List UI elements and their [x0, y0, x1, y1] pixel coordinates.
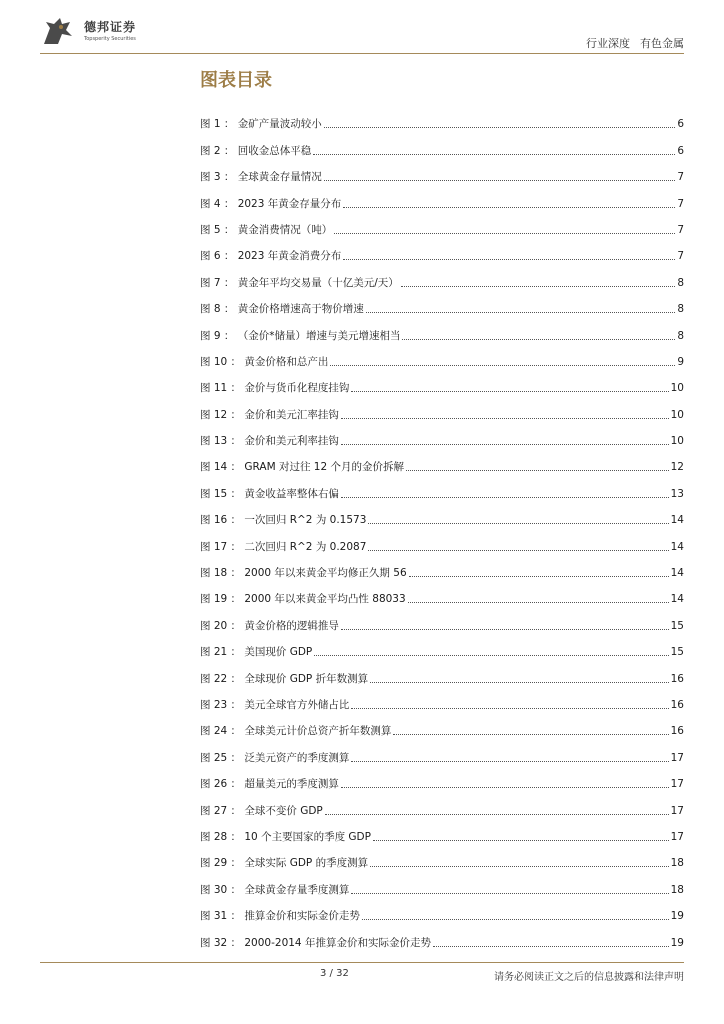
toc-entry[interactable]: [200, 554, 684, 580]
toc-entry-page: 18: [670, 883, 684, 896]
toc-entry-label: 图 22 ： 全球现价 GDP 折年数测算: [200, 672, 369, 685]
toc-entry-label: 图 27 ： 全球不变价 GDP: [200, 804, 323, 817]
toc-entry-page: 13: [670, 487, 684, 500]
toc-leader-dots: [409, 576, 669, 577]
toc-leader-dots: [341, 444, 669, 445]
toc-leader-dots: [330, 365, 675, 366]
toc-leader-dots: [351, 708, 668, 709]
toc-leader-dots: [324, 180, 676, 181]
toc-entry-page: 7: [677, 223, 684, 236]
toc-leader-dots: [341, 418, 669, 419]
toc-leader-dots: [341, 497, 669, 498]
toc-leader-dots: [351, 761, 668, 762]
toc-entry-label: 图 30 ： 全球黄金存量季度测算: [200, 883, 350, 896]
page-number: 3 / 32: [320, 968, 349, 979]
toc-entry-label: 图 21 ： 美国现价 GDP: [200, 646, 313, 659]
toc-entry[interactable]: [200, 263, 684, 289]
toc-entry[interactable]: [200, 237, 684, 263]
toc-entry-label: 图 6 ： 2023 年黄金消费分布: [200, 250, 342, 263]
toc-entry-label: 图 12 ： 金价和美元汇率挂钩: [200, 408, 339, 421]
sector-label: 有色金属: [640, 37, 684, 50]
toc-entry[interactable]: [200, 184, 684, 210]
toc-entry-page: 14: [670, 567, 684, 580]
toc-entry-label: 图 16 ： 一次回归 R^2 为 0.1573: [200, 514, 367, 527]
toc-entry-label: 图 32 ： 2000-2014 年推算金价和实际金价走势: [200, 936, 431, 949]
page-title: 图表目录: [200, 70, 272, 91]
toc-leader-dots: [341, 629, 669, 630]
toc-entry-page: 16: [670, 698, 684, 711]
toc-entry-label: 图 13 ： 金价和美元利率挂钩: [200, 435, 339, 448]
toc-entry-page: 10: [670, 382, 684, 395]
toc-leader-dots: [362, 919, 669, 920]
toc-leader-dots: [314, 655, 668, 656]
brand-name-en: Topsperity Securities: [84, 36, 136, 42]
toc-entry-label: 图 4 ： 2023 年黄金存量分布: [200, 197, 342, 210]
toc-entry[interactable]: [200, 606, 684, 632]
toc-entry-page: 14: [670, 593, 684, 606]
toc-entry-label: 图 14 ： GRAM 对过往 12 个月的金价拆解: [200, 461, 404, 474]
toc-entry[interactable]: [200, 395, 684, 421]
toc-leader-dots: [408, 602, 669, 603]
toc-leader-dots: [324, 127, 676, 128]
category-label: 行业深度: [586, 37, 630, 50]
toc-entry[interactable]: [200, 633, 684, 659]
toc-entry-page: 6: [677, 144, 684, 157]
toc-entry[interactable]: [200, 211, 684, 237]
toc-entry-page: 6: [677, 118, 684, 131]
toc-entry[interactable]: [200, 844, 684, 870]
toc-entry[interactable]: [200, 474, 684, 500]
header-divider: [40, 53, 684, 54]
toc-entry[interactable]: [200, 158, 684, 184]
toc-leader-dots: [406, 470, 669, 471]
toc-entry-page: 12: [670, 461, 684, 474]
toc-entry-page: 15: [670, 619, 684, 632]
toc-entry-label: 图 17 ： 二次回归 R^2 为 0.2087: [200, 540, 367, 553]
toc-entry-label: 图 10 ： 黄金价格和总产出: [200, 355, 329, 368]
toc-entry-page: 10: [670, 435, 684, 448]
company-logo: [40, 14, 190, 50]
horse-logo-icon: [40, 14, 76, 48]
toc-entry[interactable]: [200, 527, 684, 553]
toc-entry[interactable]: [200, 870, 684, 896]
toc-entry[interactable]: [200, 791, 684, 817]
toc-entry-label: 图 9 ： （金价*储量）增速与美元增速相当: [200, 329, 401, 342]
toc-leader-dots: [351, 391, 668, 392]
toc-entry-label: 图 20 ： 黄金价格的逻辑推导: [200, 619, 339, 632]
toc-leader-dots: [373, 840, 669, 841]
toc-leader-dots: [393, 734, 668, 735]
toc-leader-dots: [370, 866, 669, 867]
toc-leader-dots: [402, 339, 675, 340]
toc-entry[interactable]: [200, 422, 684, 448]
toc-entry-page: 16: [670, 725, 684, 738]
toc-leader-dots: [368, 523, 668, 524]
toc-entry[interactable]: [200, 738, 684, 764]
toc-entry-label: 图 1 ： 金矿产量波动较小: [200, 118, 322, 131]
toc-entry-label: 图 2 ： 回收金总体平稳: [200, 144, 312, 157]
toc-entry[interactable]: [200, 897, 684, 923]
toc-entry[interactable]: [200, 686, 684, 712]
toc-entry[interactable]: [200, 501, 684, 527]
toc-entry-label: 图 24 ： 全球美元计价总资产折年数测算: [200, 725, 392, 738]
toc-entry-page: 19: [670, 910, 684, 923]
toc-entry-page: 17: [670, 751, 684, 764]
toc-leader-dots: [343, 207, 675, 208]
toc-entry-label: 图 3 ： 全球黄金存量情况: [200, 171, 322, 184]
toc-entry-label: 图 26 ： 超量美元的季度测算: [200, 778, 339, 791]
toc-entry[interactable]: [200, 923, 684, 949]
toc-entry-page: 15: [670, 646, 684, 659]
toc-leader-dots: [313, 154, 675, 155]
toc-entry-page: 14: [670, 514, 684, 527]
toc-entry[interactable]: [200, 316, 684, 342]
toc-entry-page: 10: [670, 408, 684, 421]
report-category: [586, 35, 684, 51]
figure-toc-list: [200, 105, 684, 950]
toc-entry-page: 17: [670, 804, 684, 817]
toc-leader-dots: [341, 787, 669, 788]
toc-entry-label: 图 5 ： 黄金消费情况（吨）: [200, 223, 333, 236]
toc-entry-page: 8: [677, 329, 684, 342]
toc-entry-page: 19: [670, 936, 684, 949]
toc-entry[interactable]: [200, 105, 684, 131]
toc-entry-label: 图 23 ： 美元全球官方外储占比: [200, 698, 350, 711]
toc-leader-dots: [368, 550, 668, 551]
brand-name-cn: 德邦证券: [84, 20, 137, 34]
toc-entry-label: 图 19 ： 2000 年以来黄金平均凸性 88033: [200, 593, 406, 606]
toc-leader-dots: [401, 286, 676, 287]
toc-entry[interactable]: [200, 131, 684, 157]
toc-leader-dots: [366, 312, 676, 313]
toc-entry-page: 7: [677, 171, 684, 184]
toc-leader-dots: [370, 682, 669, 683]
toc-leader-dots: [334, 233, 675, 234]
toc-entry-label: 图 7 ： 黄金年平均交易量（十亿美元/天）: [200, 276, 399, 289]
toc-entry[interactable]: [200, 290, 684, 316]
toc-entry-page: 9: [677, 355, 684, 368]
toc-entry-label: 图 11 ： 金价与货币化程度挂钩: [200, 382, 350, 395]
toc-leader-dots: [325, 814, 669, 815]
toc-leader-dots: [351, 893, 668, 894]
toc-entry[interactable]: [200, 659, 684, 685]
toc-entry-page: 8: [677, 276, 684, 289]
toc-entry[interactable]: [200, 343, 684, 369]
toc-entry-page: 17: [670, 830, 684, 843]
toc-entry-page: 8: [677, 303, 684, 316]
toc-entry-page: 14: [670, 540, 684, 553]
toc-entry-label: 图 18 ： 2000 年以来黄金平均修正久期 56: [200, 567, 407, 580]
toc-entry-label: 图 31 ： 推算金价和实际金价走势: [200, 910, 360, 923]
toc-entry-page: 7: [677, 250, 684, 263]
disclaimer-note: 请务必阅读正文之后的信息披露和法律声明: [494, 972, 684, 983]
toc-leader-dots: [343, 259, 675, 260]
toc-entry[interactable]: [200, 369, 684, 395]
toc-entry-label: 图 25 ： 泛美元资产的季度测算: [200, 751, 350, 764]
toc-entry[interactable]: [200, 448, 684, 474]
toc-entry-label: 图 8 ： 黄金价格增速高于物价增速: [200, 303, 364, 316]
toc-entry[interactable]: [200, 818, 684, 844]
toc-entry[interactable]: [200, 765, 684, 791]
toc-entry[interactable]: [200, 712, 684, 738]
toc-entry-label: 图 29 ： 全球实际 GDP 的季度测算: [200, 857, 369, 870]
toc-entry-label: 图 28 ： 10 个主要国家的季度 GDP: [200, 830, 371, 843]
toc-entry[interactable]: [200, 580, 684, 606]
toc-entry-page: 18: [670, 857, 684, 870]
footer-divider: [40, 962, 684, 963]
toc-entry-page: 16: [670, 672, 684, 685]
toc-entry-page: 17: [670, 778, 684, 791]
toc-entry-label: 图 15 ： 黄金收益率整体右偏: [200, 487, 339, 500]
toc-leader-dots: [433, 946, 669, 947]
toc-entry-page: 7: [677, 197, 684, 210]
